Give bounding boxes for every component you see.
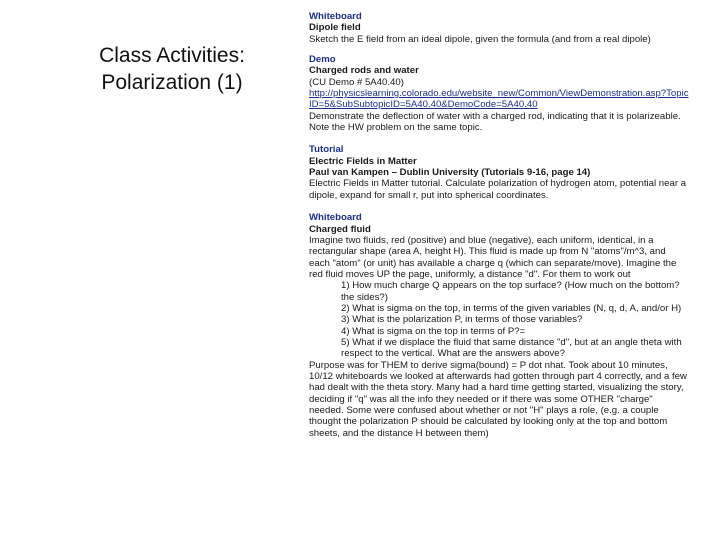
section-body: Electric Fields in Matter tutorial. Calculate polarization of hydrogen atom, potential near a dipole, expand for small r, put into spherical coordinates. — [309, 178, 687, 201]
slide-title-line1: Class Activities: — [99, 44, 245, 67]
activity-notes — [309, 11, 689, 450]
question-item: 1) How much charge Q appears on the top surface? (How much on the bottom? the sides?) — [341, 280, 680, 303]
slide-title — [62, 42, 282, 96]
section-heading: Dipole field — [309, 22, 361, 34]
section-body: Sketch the E field from an ideal dipole, given the formula (and from a real dipole) — [309, 33, 651, 45]
whiteboard-fluid-section — [309, 212, 689, 439]
section-label: Demo — [309, 54, 336, 66]
section-label: Tutorial — [309, 144, 344, 156]
whiteboard-dipole-section — [309, 11, 689, 45]
tutorial-section — [309, 144, 689, 201]
demo-section — [309, 54, 689, 133]
demo-link[interactable]: http://physicslearning.colorado.edu/website_new/Common/ViewDemonstration.asp?TopicID=5&SubSubtopicID=5A40.40&DemoCode=5A40.40 — [309, 88, 689, 111]
section-outro: Purpose was for THEM to derive sigma(bound) = P dot nhat. Took about 10 minutes, 10/12 whiteboards we looked at afterwards had gotten through part 4 correctly, and a few had dealt with the theta story. Many had a hard time getting started, visualizing the story, deciding if "q" was all the info they needed or if there was some OTHER "charge" needed. Some were confused about whether or not "H" plays a role, (e.g. a couple thought the polarization P should be calculated by looking only at the top and bottom sheets, and the distance H between them) — [309, 359, 687, 439]
section-heading: Electric Fields in Matter — [309, 155, 417, 167]
question-item: 3) What is the polarization P, in terms of those variables? — [341, 314, 583, 326]
question-item: 5) What if we displace the fluid that same distance "d", but at an angle theta with respect to the vertical. What are the answers above? — [341, 336, 682, 360]
slide-title-line2: Polarization (1) — [101, 71, 243, 94]
question-item: 2) What is sigma on the top, in terms of the given variables (N, q, d, A, and/or H) — [341, 302, 682, 314]
section-heading: Charged fluid — [309, 223, 371, 235]
section-subheading: Paul van Kampen – Dublin University (Tutorials 9-16, page 14) — [309, 167, 591, 179]
section-body: Demonstrate the deflection of water with a charged rod, indicating that it is polarizeable. Note the HW problem on the same topic. — [309, 110, 681, 134]
section-label: Whiteboard — [309, 212, 362, 224]
demo-reference: (CU Demo # 5A40.40) — [309, 76, 404, 88]
section-label: Whiteboard — [309, 11, 362, 22]
section-heading: Charged rods and water — [309, 65, 419, 77]
question-item: 4) What is sigma on the top in terms of P?= — [341, 325, 526, 337]
section-intro: Imagine two fluids, red (positive) and blue (negative), each uniform, identical, in a rectangular shape (area A, height H). This fluid is made up from N "atoms"/m^3, and each "atom" (or unit) has available a charge q (which can separate/move). Imagine the red fluid moves UP the page, uniformly, a distance "d". For them to work out — [309, 234, 677, 280]
